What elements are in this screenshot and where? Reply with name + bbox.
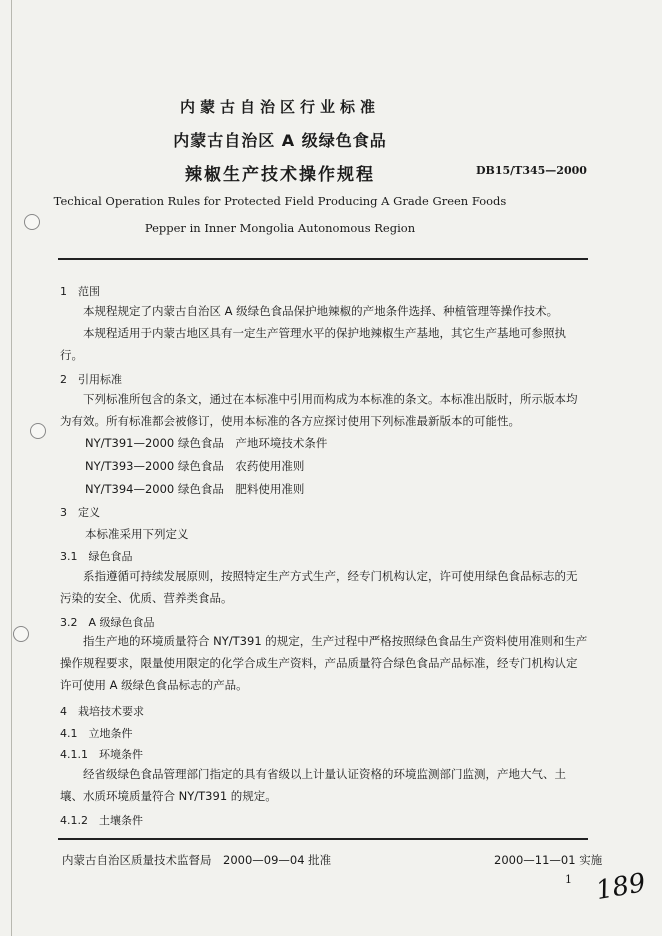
section-4-heading: 4 栽培技术要求: [60, 705, 144, 718]
reference-3: NY/T394—2000 绿色食品 肥料使用准则: [85, 482, 305, 496]
section-3-2-paragraph: 指生产地的环境质量符合 NY/T391 的规定，生产过程中严格按照绿色食品生产资料使用准则和生产操作规程要求，限量使用限定的化学合成生产资料，产品质量符合绿色食品产品标准，经专门机构认定许可使用 A 级绿色食品标志的产品。: [60, 634, 588, 692]
section-4-1-1-heading: 4.1.1 环境条件: [60, 748, 143, 761]
section-1-paragraph-2: 本规程适用于内蒙古地区具有一定生产管理水平的保护地辣椒生产基地，其它生产基地可参照执行。: [60, 326, 566, 362]
section-1-paragraph-1: 本规程规定了内蒙古自治区 A 级绿色食品保护地辣椒的产地条件选择、种植管理等操作技术。: [83, 304, 559, 318]
standard-org-heading: 内蒙古自治区行业标准: [179, 98, 380, 116]
document-title-line1: 内蒙古自治区 A 级绿色食品: [173, 131, 387, 150]
document-title-line2: 辣椒生产技术操作规程: [185, 165, 375, 185]
standard-code: DB15/T345—2000: [476, 164, 587, 177]
handwritten-annotation: 189: [593, 867, 648, 907]
section-2-paragraph: 下列标准所包含的条文，通过在本标准中引用而构成为本标准的条文。本标准出版时，所示版本均为有效。所有标准都会被修订，使用本标准的各方应探讨使用下列标准最新版本的可能性。: [60, 392, 578, 428]
footer-rule: [58, 838, 588, 840]
header-rule: [58, 258, 588, 260]
punch-hole: [13, 626, 29, 642]
section-4-1-2-heading: 4.1.2 土壤条件: [60, 814, 143, 827]
english-title-line2: Pepper in Inner Mongolia Autonomous Region: [144, 221, 416, 235]
section-3-1-heading: 3.1 绿色食品: [60, 550, 133, 563]
reference-2: NY/T393—2000 绿色食品 农药使用准则: [85, 459, 305, 473]
english-title-line1: Techical Operation Rules for Protected Field Producing A Grade Green Foods: [53, 194, 507, 208]
reference-1: NY/T391—2000 绿色食品 产地环境技术条件: [85, 436, 328, 450]
section-1-heading: 1 范围: [60, 285, 100, 298]
section-3-heading: 3 定义: [60, 506, 100, 519]
approval-issuer: 内蒙古自治区质量技术监督局 2000—09—04 批准: [62, 853, 332, 867]
section-4-1-1-paragraph: 经省级绿色食品管理部门指定的具有省级以上计量认证资格的环境监测部门监测，产地大气、土壤、水质环境质量符合 NY/T391 的规定。: [60, 767, 566, 803]
section-2-heading: 2 引用标准: [60, 373, 122, 386]
section-3-2-heading: 3.2 A 级绿色食品: [60, 616, 155, 629]
punch-hole: [30, 423, 46, 439]
page-number: 1: [565, 873, 572, 886]
section-4-1-heading: 4.1 立地条件: [60, 727, 133, 740]
implementation-date: 2000—11—01 实施: [494, 853, 603, 867]
section-3-1-paragraph: 系指遵循可持续发展原则，按照特定生产方式生产，经专门机构认定，许可使用绿色食品标志的无污染的安全、优质、营养类食品。: [60, 569, 578, 605]
section-3-paragraph: 本标准采用下列定义: [85, 527, 189, 541]
